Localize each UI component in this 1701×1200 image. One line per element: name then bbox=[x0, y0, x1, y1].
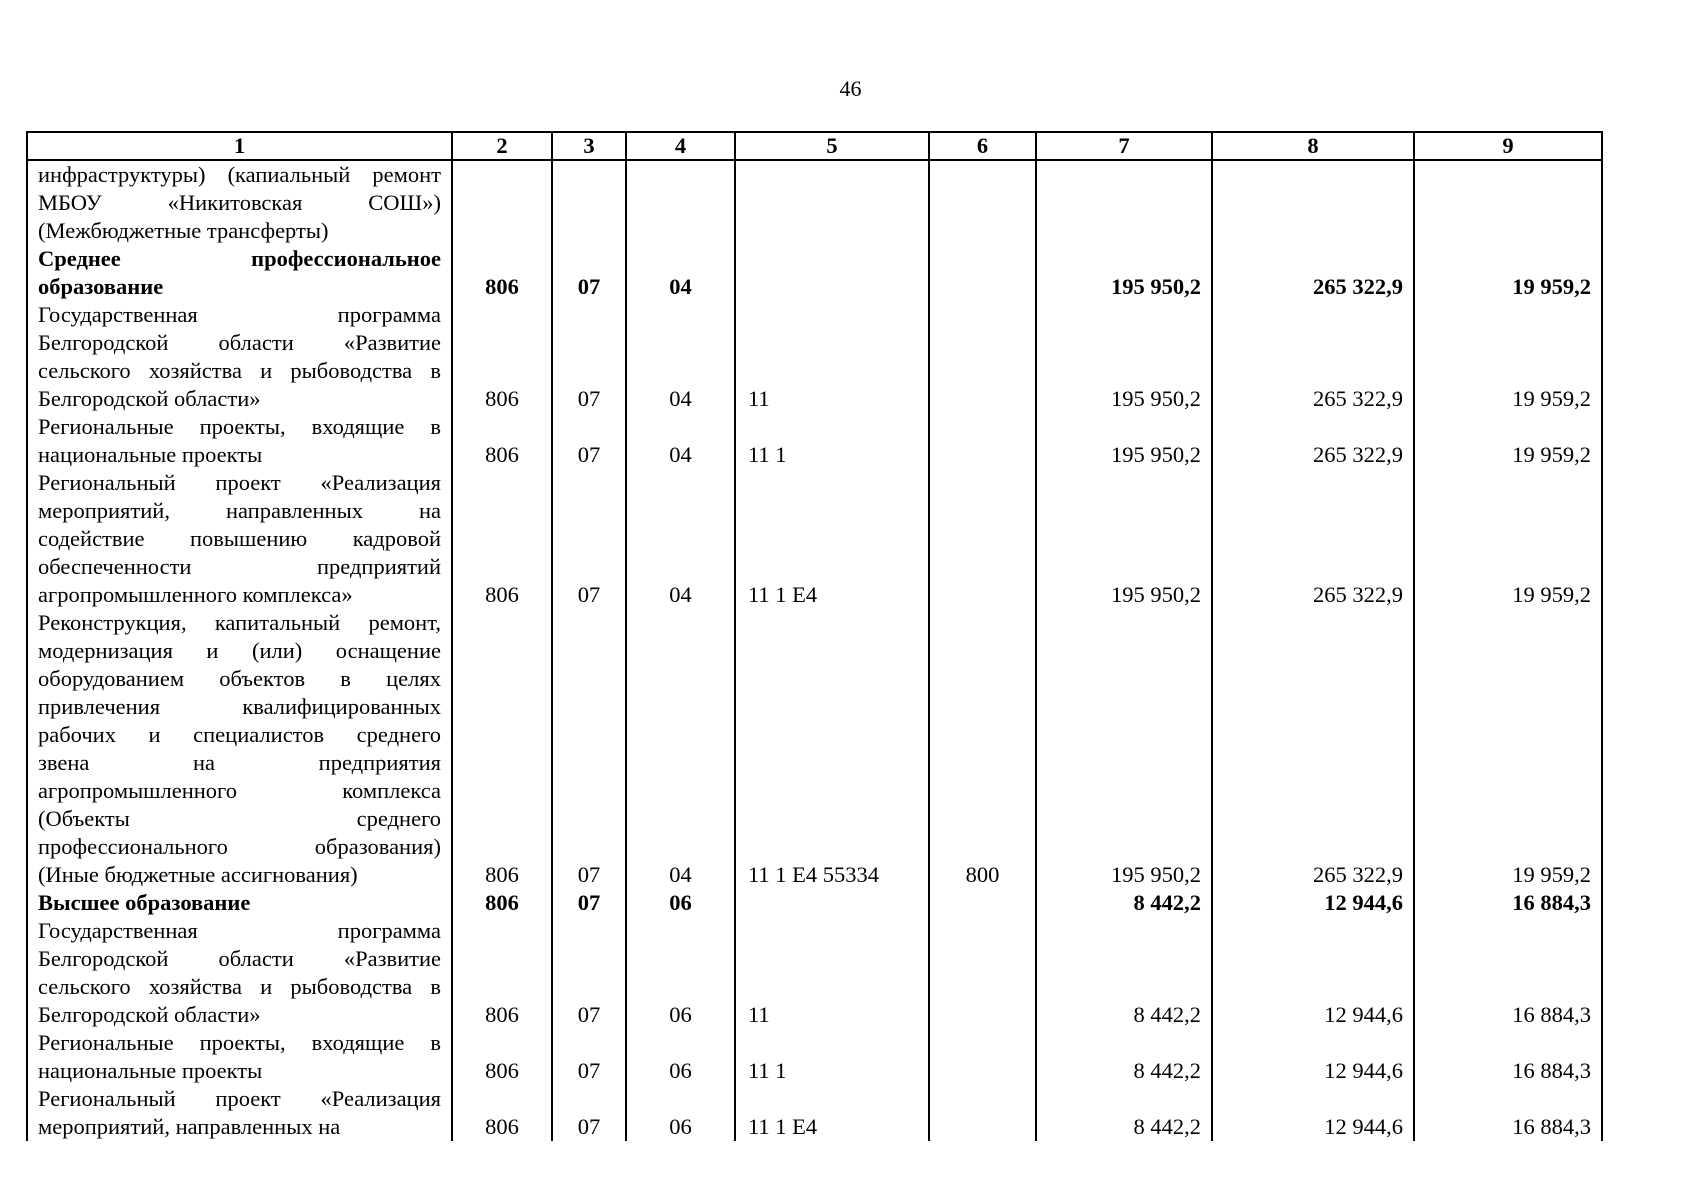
target-article-code: 11 1 bbox=[735, 413, 929, 469]
description-line: образование bbox=[38, 274, 164, 299]
budget-table bbox=[26, 131, 1603, 1141]
description-line: (Иные бюджетные ассигнования) bbox=[38, 862, 358, 887]
table-row bbox=[27, 469, 1602, 609]
amount-col-9: 16 884,3 bbox=[1414, 917, 1602, 1029]
table-row bbox=[27, 160, 1602, 245]
row-description bbox=[27, 609, 452, 889]
section-code: 07 bbox=[552, 1029, 626, 1085]
section-code: 07 bbox=[552, 469, 626, 609]
amount-col-9: 19 959,2 bbox=[1414, 609, 1602, 889]
subsection-code bbox=[626, 160, 735, 245]
subsection-code: 06 bbox=[626, 1029, 735, 1085]
description-line: модернизация и (или) оснащение bbox=[38, 638, 441, 663]
column-header: 3 bbox=[552, 132, 626, 160]
row-description bbox=[27, 1085, 452, 1141]
target-article-code bbox=[735, 160, 929, 245]
ministry-code: 806 bbox=[452, 301, 552, 413]
description-line: профессионального образования) bbox=[38, 834, 441, 859]
expense-type-code bbox=[929, 917, 1036, 1029]
section-code: 07 bbox=[552, 301, 626, 413]
section-code bbox=[552, 160, 626, 245]
row-description bbox=[27, 245, 452, 301]
amount-col-7: 8 442,2 bbox=[1036, 1085, 1212, 1141]
description-line: Белгородской области «Развитие bbox=[38, 946, 441, 971]
description-line: Региональный проект «Реализация bbox=[38, 470, 441, 495]
expense-type-code bbox=[929, 469, 1036, 609]
table-row bbox=[27, 609, 1602, 889]
ministry-code: 806 bbox=[452, 889, 552, 917]
section-code: 07 bbox=[552, 889, 626, 917]
description-line: содействие повышению кадровой bbox=[38, 526, 441, 551]
description-line: агропромышленного комплекса bbox=[38, 778, 441, 803]
description-line: привлечения квалифицированных bbox=[38, 694, 441, 719]
description-line: Реконструкция, капитальный ремонт, bbox=[38, 610, 441, 635]
amount-col-8: 265 322,9 bbox=[1212, 301, 1414, 413]
target-article-code: 11 1 Е4 bbox=[735, 469, 929, 609]
amount-col-7: 195 950,2 bbox=[1036, 469, 1212, 609]
description-line: мероприятий, направленных на bbox=[38, 498, 441, 523]
expense-type-code bbox=[929, 1085, 1036, 1141]
description-line: сельского хозяйства и рыбоводства в bbox=[38, 358, 441, 383]
subsection-code: 04 bbox=[626, 245, 735, 301]
amount-col-9 bbox=[1414, 160, 1602, 245]
description-line: оборудованием объектов в целях bbox=[38, 666, 441, 691]
description-line: (Межбюджетные трансферты) bbox=[38, 218, 329, 243]
description-line: МБОУ «Никитовская СОШ») bbox=[38, 190, 441, 215]
amount-col-9: 19 959,2 bbox=[1414, 301, 1602, 413]
column-header: 4 bbox=[626, 132, 735, 160]
target-article-code: 11 bbox=[735, 301, 929, 413]
amount-col-8: 12 944,6 bbox=[1212, 1029, 1414, 1085]
table-body bbox=[27, 160, 1602, 1141]
amount-col-9: 16 884,3 bbox=[1414, 1085, 1602, 1141]
row-description bbox=[27, 469, 452, 609]
description-line: Региональные проекты, входящие в bbox=[38, 1030, 441, 1055]
table-row bbox=[27, 917, 1602, 1029]
target-article-code: 11 1 Е4 55334 bbox=[735, 609, 929, 889]
amount-col-9: 19 959,2 bbox=[1414, 469, 1602, 609]
description-line: Белгородской области «Развитие bbox=[38, 330, 441, 355]
amount-col-7 bbox=[1036, 160, 1212, 245]
subsection-code: 04 bbox=[626, 301, 735, 413]
ministry-code: 806 bbox=[452, 245, 552, 301]
target-article-code bbox=[735, 889, 929, 917]
description-line: рабочих и специалистов среднего bbox=[38, 722, 441, 747]
section-code: 07 bbox=[552, 1085, 626, 1141]
description-line: Региональные проекты, входящие в bbox=[38, 414, 441, 439]
amount-col-7: 195 950,2 bbox=[1036, 413, 1212, 469]
description-line: национальные проекты bbox=[38, 1058, 263, 1083]
amount-col-9: 19 959,2 bbox=[1414, 245, 1602, 301]
column-header: 5 bbox=[735, 132, 929, 160]
section-code: 07 bbox=[552, 917, 626, 1029]
expense-type-code bbox=[929, 889, 1036, 917]
table-row bbox=[27, 301, 1602, 413]
row-description bbox=[27, 301, 452, 413]
amount-col-9: 16 884,3 bbox=[1414, 889, 1602, 917]
row-description bbox=[27, 160, 452, 245]
ministry-code: 806 bbox=[452, 469, 552, 609]
amount-col-7: 195 950,2 bbox=[1036, 609, 1212, 889]
table-row bbox=[27, 1029, 1602, 1085]
amount-col-7: 195 950,2 bbox=[1036, 301, 1212, 413]
column-header: 2 bbox=[452, 132, 552, 160]
description-line: Государственная программа bbox=[38, 918, 441, 943]
section-code: 07 bbox=[552, 609, 626, 889]
ministry-code: 806 bbox=[452, 413, 552, 469]
expense-type-code bbox=[929, 1029, 1036, 1085]
amount-col-8: 265 322,9 bbox=[1212, 469, 1414, 609]
target-article-code: 11 1 Е4 bbox=[735, 1085, 929, 1141]
expense-type-code bbox=[929, 413, 1036, 469]
amount-col-7: 8 442,2 bbox=[1036, 1029, 1212, 1085]
subsection-code: 04 bbox=[626, 609, 735, 889]
ministry-code: 806 bbox=[452, 1029, 552, 1085]
expense-type-code: 800 bbox=[929, 609, 1036, 889]
target-article-code: 11 1 bbox=[735, 1029, 929, 1085]
ministry-code: 806 bbox=[452, 1085, 552, 1141]
page-number: 46 bbox=[839, 76, 862, 101]
amount-col-8: 12 944,6 bbox=[1212, 889, 1414, 917]
subsection-code: 06 bbox=[626, 917, 735, 1029]
section-code: 07 bbox=[552, 245, 626, 301]
table-row bbox=[27, 245, 1602, 301]
amount-col-7: 8 442,2 bbox=[1036, 917, 1212, 1029]
description-line: агропромышленного комплекса» bbox=[38, 582, 353, 607]
amount-col-9: 19 959,2 bbox=[1414, 413, 1602, 469]
row-description bbox=[27, 1029, 452, 1085]
amount-col-8: 265 322,9 bbox=[1212, 413, 1414, 469]
description-line: Белгородской области» bbox=[38, 386, 261, 411]
table-row bbox=[27, 1085, 1602, 1141]
column-header: 7 bbox=[1036, 132, 1212, 160]
section-code: 07 bbox=[552, 413, 626, 469]
amount-col-8 bbox=[1212, 160, 1414, 245]
description-line: Среднее профессиональное bbox=[38, 246, 441, 271]
column-header: 6 bbox=[929, 132, 1036, 160]
column-header: 9 bbox=[1414, 132, 1602, 160]
description-line: инфраструктуры) (капиальный ремонт bbox=[38, 162, 441, 187]
expense-type-code bbox=[929, 301, 1036, 413]
ministry-code: 806 bbox=[452, 609, 552, 889]
amount-col-8: 265 322,9 bbox=[1212, 245, 1414, 301]
amount-col-8: 12 944,6 bbox=[1212, 1085, 1414, 1141]
ministry-code: 806 bbox=[452, 917, 552, 1029]
description-line: (Объекты среднего bbox=[38, 806, 441, 831]
description-line: Государственная программа bbox=[38, 302, 441, 327]
description-line: Высшее образование bbox=[38, 890, 251, 915]
table-row bbox=[27, 413, 1602, 469]
subsection-code: 04 bbox=[626, 413, 735, 469]
expense-type-code bbox=[929, 245, 1036, 301]
table-row bbox=[27, 889, 1602, 917]
column-header: 8 bbox=[1212, 132, 1414, 160]
amount-col-8: 265 322,9 bbox=[1212, 609, 1414, 889]
subsection-code: 06 bbox=[626, 1085, 735, 1141]
row-description bbox=[27, 917, 452, 1029]
amount-col-9: 16 884,3 bbox=[1414, 1029, 1602, 1085]
description-line: Белгородской области» bbox=[38, 1002, 261, 1027]
target-article-code: 11 bbox=[735, 917, 929, 1029]
subsection-code: 04 bbox=[626, 469, 735, 609]
description-line: национальные проекты bbox=[38, 442, 263, 467]
row-description bbox=[27, 889, 452, 917]
ministry-code bbox=[452, 160, 552, 245]
header-row bbox=[27, 132, 1602, 160]
target-article-code bbox=[735, 245, 929, 301]
subsection-code: 06 bbox=[626, 889, 735, 917]
description-line: мероприятий, направленных на bbox=[38, 1114, 341, 1139]
amount-col-8: 12 944,6 bbox=[1212, 917, 1414, 1029]
description-line: обеспеченности предприятий bbox=[38, 554, 441, 579]
column-header: 1 bbox=[27, 132, 452, 160]
expense-type-code bbox=[929, 160, 1036, 245]
amount-col-7: 195 950,2 bbox=[1036, 245, 1212, 301]
row-description bbox=[27, 413, 452, 469]
description-line: Региональный проект «Реализация bbox=[38, 1086, 441, 1111]
amount-col-7: 8 442,2 bbox=[1036, 889, 1212, 917]
description-line: сельского хозяйства и рыбоводства в bbox=[38, 974, 441, 999]
budget-table-container bbox=[26, 131, 1603, 1141]
description-line: звена на предприятия bbox=[38, 750, 441, 775]
